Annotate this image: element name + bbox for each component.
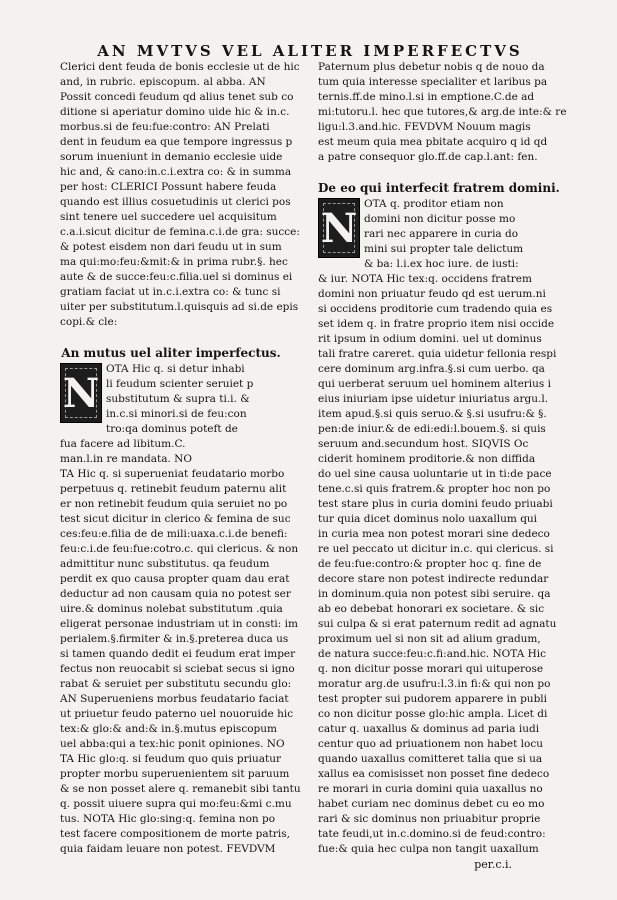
text-line: rari nec apparere in curia do <box>364 228 519 240</box>
text-line: si occidens proditorie cum tradendo quia es <box>318 303 553 315</box>
text-line: per host: CLERICI Possunt habere feuda <box>60 181 277 193</box>
text-line: re uel peccato ut dicitur in.c. qui clericus. si <box>318 543 554 555</box>
text-line: ditione si aperiatur domino uide hic & in.c. <box>60 106 290 118</box>
text-line: feu:c.i.de feu:fue:cotro.c. qui clericus. & non <box>60 543 299 555</box>
text-line: li feudum scienter seruiet p <box>106 378 254 390</box>
text-line: fectus non reuocabit si sciebat secus si igno <box>60 663 295 675</box>
text-line: fua facere ad libitum.C. <box>60 438 186 450</box>
text-line: domini non priuatur feudo qd est uerum.ni <box>318 288 546 300</box>
text-line: in dominum.quia non potest sibi seruire. qa <box>318 588 551 600</box>
text-line: er non retinebit feudum quia seruiet no po <box>60 498 288 510</box>
text-line: tex:& glo:& and:& in.§.mutus episcopum <box>60 723 277 735</box>
text-line: moratur arg.de usufru:l.3.in fi:& qui non po <box>318 678 551 690</box>
text-line: & potest eisdem non dari feudu ut in sum <box>60 241 282 253</box>
text-line: tro:qa dominus poteft de <box>106 423 238 435</box>
left-column <box>60 60 301 857</box>
right-text-block-2 <box>318 272 557 857</box>
text-line: rari & sic dominus non priuabitur proprie <box>318 813 541 825</box>
text-line: eius iniuriam ipse uidetur iniuriatus argu.l. <box>318 393 549 405</box>
initial-letter: N <box>62 369 100 417</box>
text-line: rabat & seruiet per substitutu secundu glo: <box>60 678 292 690</box>
text-line: tus. NOTA Hic glo:sing:q. femina non po <box>60 813 276 825</box>
text-line: est meum quia mea pbitate acquiro q id qd <box>318 136 548 148</box>
left-text-block-1 <box>60 60 300 330</box>
text-line: sui culpa & si erat paternum redit ad agnatu <box>318 618 557 630</box>
text-line: c.a.i.sicut dicitur de femina.c.i.de gra: succe: <box>60 226 300 238</box>
text-line: xallus ea comisisset non posset fine dedeco <box>318 768 550 780</box>
text-line: uel abba:qui a tex:hic ponit opiniones. NO <box>60 738 285 750</box>
text-line: test facere compositionem de morte patris, <box>60 828 290 840</box>
text-line: Paternum plus debetur nobis q de nouo da <box>318 61 545 73</box>
text-line: and, in rubric. episcopum. al abba. AN <box>60 76 266 88</box>
text-line: fue:& quia hec culpa non tangit uaxallum <box>318 843 539 855</box>
text-line: sorum inueniunt in demanio ecclesie uide <box>60 151 283 163</box>
decorated-initial-icon <box>60 363 102 423</box>
text-line: set idem q. in fratre proprio item nisi occide <box>318 318 555 330</box>
text-line: q. non dicitur posse morari qui uituperose <box>318 663 544 675</box>
text-line: catur q. uaxallus & dominus ad paria iudi <box>318 723 540 735</box>
text-line: test stare plus in curia domini feudo priuabi <box>318 498 553 510</box>
left-section-heading: An mutus uel aliter imperfectus. <box>61 346 281 360</box>
text-line: OTA Hic q. si detur inhabi <box>106 363 245 375</box>
right-section-heading: De eo qui interfecit fratrem domini. <box>318 181 560 195</box>
text-line: tum quia interesse specialiter et laribus pa <box>318 76 548 88</box>
text-line: ab eo debebat honorari ex societare. & sic <box>318 603 545 615</box>
text-line: morbus.si de feu:fue:contro: AN Prelati <box>60 121 270 133</box>
decorated-initial-icon <box>318 198 360 258</box>
text-line: tali fratre careret. quia uidetur fellonia respi <box>318 348 557 360</box>
text-line: cere dominum arg.infra.§.si cum uerbo. qa <box>318 363 545 375</box>
text-line: ligu:l.3.and.hic. FEVDVM Nouum magis <box>318 121 531 133</box>
text-line: q. possit uiuere supra qui mo:feu:&mi c.mu <box>60 798 292 810</box>
text-line: perpetuus q. retinebit feudum paternu alit <box>60 483 287 495</box>
text-line: uiter per substitutum.l.quisquis ad si.de epis <box>60 301 299 313</box>
text-line: Clerici dent feuda de bonis ecclesie ut de hic <box>60 61 300 73</box>
text-line: deductur ad non causam quia no potest ser <box>60 588 291 600</box>
text-line: ternis.ff.de mino.l.si in emptione.C.de ad <box>318 91 535 103</box>
text-line: co non dicitur posse glo:hic ampla. Licet di <box>318 708 548 720</box>
text-line: & se non posset alere q. remanebit sibi tantu <box>60 783 301 795</box>
text-line: uire.& dominus nolebat substitutum .quia <box>60 603 283 615</box>
text-line: quando est illius cosuetudinis ut clerici pos <box>60 196 291 208</box>
text-line: do uel sine causa uoluntarie ut in ti:de pace <box>318 468 552 480</box>
text-line: perdit ex quo causa propter quam dau erat <box>60 573 290 585</box>
text-line: in.c.si minori.si de feu:con <box>106 408 247 420</box>
text-line: ces:feu:e.filia de de mili:uaxa.c.i.de benefi: <box>60 528 288 540</box>
text-line: perialem.§.firmiter & in.§.preterea duca us <box>60 633 289 645</box>
text-line: mi:tutoru.l. hec que tutores,& arg.de inte:& re <box>318 106 567 118</box>
text-line: TA Hic glo:q. si feudum quo quis priuatur <box>60 753 281 765</box>
text-line: aute & de succe:feu:c.filia.uel si dominus ei <box>60 271 293 283</box>
text-line: gratiam faciat ut in.c.i.extra co: & tunc si <box>60 286 281 298</box>
text-line: admittitur nunc substitutus. qa feudum <box>60 558 270 570</box>
text-line: tene.c.si quis fratrem.& propter hoc non po <box>318 483 551 495</box>
text-line: decore stare non potest indirecte redundar <box>318 573 549 585</box>
text-line: item apud.§.si quis seruo.& §.si usufru:& §. <box>318 408 547 420</box>
text-line: qui uerberat seruum uel hominem alterius i <box>318 378 552 390</box>
text-line: dent in feudum ea que tempore ingressus p <box>60 136 293 148</box>
text-line: de feu:fue:contro:& propter hoc q. fine de <box>318 558 542 570</box>
text-line: OTA q. proditor etiam non <box>364 198 504 210</box>
text-line: hic and, & cano:in.c.i.extra co: & in summa <box>60 166 292 178</box>
text-line: domini non dicitur posse mo <box>364 213 516 225</box>
text-line: sint tenere uel succedere uel acquisitum <box>60 211 277 223</box>
initial-letter: N <box>320 204 358 252</box>
text-line: ciderit hominem proditorie.& non diffida <box>318 453 536 465</box>
text-line: tur quia dicet dominus nolo uaxallum qui <box>318 513 538 525</box>
right-column <box>318 60 567 872</box>
text-line: pen:de iniur.& de edi:edi:l.bouem.§. si quis <box>318 423 546 435</box>
left-text-block-2 <box>60 437 301 857</box>
text-line: propter morbu superuenientem sit paruum <box>60 768 290 780</box>
text-line: ma qui:mo:feu:&mit:& in prima rubr.§. hec <box>60 256 288 268</box>
text-line: a patre consequor glo.ff.de cap.l.ant: fen. <box>318 151 538 163</box>
text-line: centur quo ad priuationem non habet locu <box>318 738 543 750</box>
text-line: ut priuetur feudo paterno uel nouoruide hic <box>60 708 294 720</box>
text-line: & ba: l.i.ex hoc iure. de iusti: <box>364 258 519 270</box>
text-line: quando uaxallus comitteret talia que si ua <box>318 753 543 765</box>
text-line: Possit concedi feudum qd alius tenet sub co <box>60 91 294 103</box>
text-line: test sicut dicitur in clerico & femina de suc <box>60 513 291 525</box>
right-text-block-1 <box>318 60 567 165</box>
text-line: man.l.in re mandata. NO <box>60 453 192 465</box>
text-line: tate feudi,ut in.c.domino.si de feud:contro: <box>318 828 546 840</box>
text-line: in curia mea non potest morari sine dedeco <box>318 528 550 540</box>
text-line: re morari in curia domini quia uaxallus no <box>318 783 543 795</box>
text-line: AN Superueniens morbus feudatario faciat <box>60 693 289 705</box>
text-line: & iur. NOTA Hic tex:q. occidens fratrem <box>318 273 532 285</box>
text-line: substitutum & supra ti.i. & <box>106 393 250 405</box>
text-line: eligerat personae industriam ut in consti: im <box>60 618 298 630</box>
left-initial-paragraph <box>60 362 282 437</box>
text-line: copi.& cle: <box>60 316 118 328</box>
text-line: quia faidam leuare non potest. FEVDVM <box>60 843 276 855</box>
text-line: habet curiam nec dominus debet cu eo mo <box>318 798 545 810</box>
running-head: AN MVTVS VEL ALITER IMPERFECTVS <box>97 42 523 60</box>
right-initial-paragraph <box>318 197 540 272</box>
text-line: TA Hic q. si superueniat feudatario morbo <box>60 468 285 480</box>
text-line: si tamen quando dedit ei feudum erat imper <box>60 648 296 660</box>
text-line: de natura succe:feu:c.fi:and.hic. NOTA Hic <box>318 648 547 660</box>
text-line: proximum uel si non sit ad alium gradum, <box>318 633 541 645</box>
text-line: test propter sui pudorem apparere in publi <box>318 693 548 705</box>
text-line: mini sui propter tale delictum <box>364 243 524 255</box>
text-line: seruum and.secundum host. SIQVIS Oc <box>318 438 529 450</box>
catchword: per.c.i. <box>474 858 512 871</box>
text-line: rit ipsum in odium domini. uel ut dominus <box>318 333 542 345</box>
